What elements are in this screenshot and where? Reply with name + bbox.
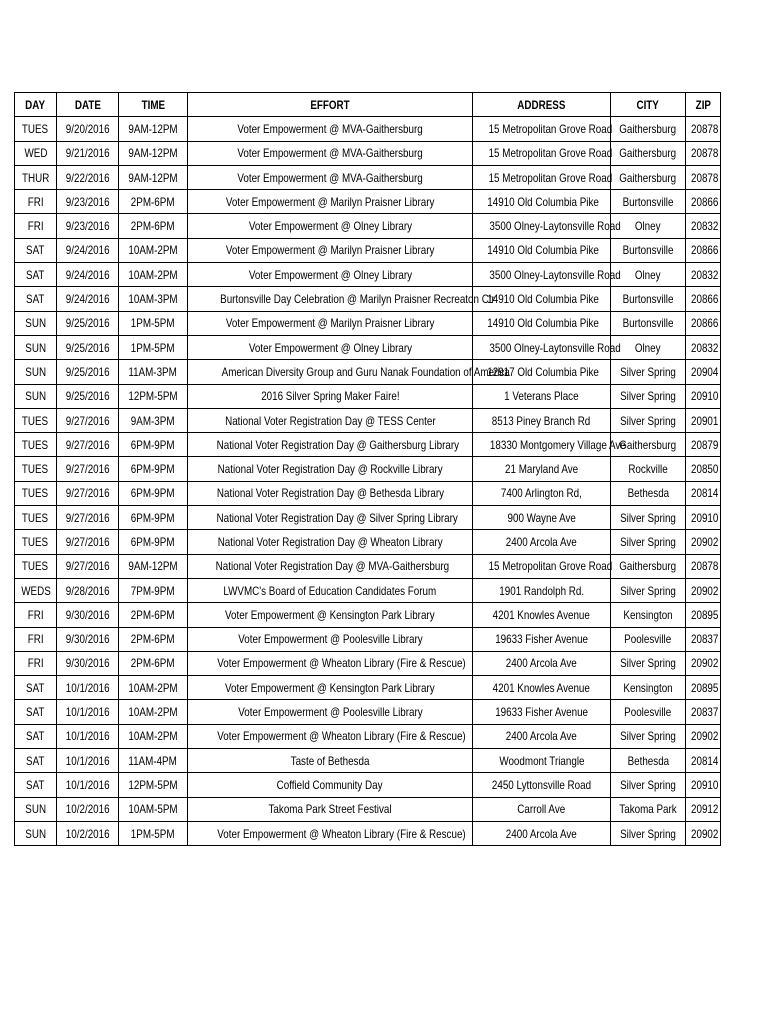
time-cell: 2PM-6PM [119,190,188,214]
address-cell: 21 Maryland Ave [473,457,611,481]
effort-cell: Voter Empowerment @ Marilyn Praisner Library [188,311,473,335]
table-row [15,408,721,432]
table-row [15,287,721,311]
table-row [15,141,721,165]
address-cell: Woodmont Triangle [473,749,611,773]
header-time: TIME [119,93,188,117]
city-cell: Silver Spring [611,724,686,748]
time-cell: 2PM-6PM [119,651,188,675]
time-cell: 2PM-6PM [119,627,188,651]
date-cell: 9/25/2016 [57,360,119,384]
effort-cell: Voter Empowerment @ Wheaton Library (Fire & Rescue) [188,821,473,845]
time-cell: 6PM-9PM [119,530,188,554]
address-cell: Carroll Ave [473,797,611,821]
address-cell: 19633 Fisher Avenue [473,627,611,651]
table-row [15,627,721,651]
day-cell: SUN [15,384,57,408]
address-cell: 4201 Knowles Avenue [473,676,611,700]
address-cell: 14910 Old Columbia Pike [473,238,611,262]
header-address: ADDRESS [473,93,611,117]
time-cell: 9AM-12PM [119,554,188,578]
date-cell: 9/21/2016 [57,141,119,165]
day-cell: SUN [15,335,57,359]
address-cell: 19633 Fisher Avenue [473,700,611,724]
table-row [15,360,721,384]
date-cell: 9/22/2016 [57,165,119,189]
effort-cell: Voter Empowerment @ Marilyn Praisner Library [188,238,473,262]
zip-cell: 20832 [686,263,721,287]
day-cell: FRI [15,603,57,627]
city-cell: Gaithersburg [611,117,686,141]
city-cell: Bethesda [611,481,686,505]
date-cell: 9/24/2016 [57,263,119,287]
time-cell: 10AM-2PM [119,700,188,724]
city-cell: Kensington [611,603,686,627]
day-cell: THUR [15,165,57,189]
effort-cell: Voter Empowerment @ Olney Library [188,263,473,287]
table-row [15,165,721,189]
time-cell: 12PM-5PM [119,384,188,408]
table-row [15,554,721,578]
effort-cell: Voter Empowerment @ Olney Library [188,335,473,359]
date-cell: 10/1/2016 [57,700,119,724]
city-cell: Burtonsville [611,190,686,214]
address-cell: 2400 Arcola Ave [473,724,611,748]
day-cell: SAT [15,749,57,773]
address-cell: 7400 Arlington Rd, [473,481,611,505]
date-cell: 9/25/2016 [57,384,119,408]
date-cell: 9/23/2016 [57,190,119,214]
date-cell: 9/28/2016 [57,578,119,602]
date-cell: 9/27/2016 [57,457,119,481]
address-cell: 1 Veterans Place [473,384,611,408]
effort-cell: Voter Empowerment @ Kensington Park Library [188,603,473,627]
effort-cell: National Voter Registration Day @ Bethesda Library [188,481,473,505]
table-row [15,773,721,797]
time-cell: 10AM-2PM [119,676,188,700]
zip-cell: 20904 [686,360,721,384]
date-cell: 9/30/2016 [57,627,119,651]
city-cell: Poolesville [611,700,686,724]
address-cell: 2400 Arcola Ave [473,530,611,554]
city-cell: Olney [611,335,686,359]
zip-cell: 20895 [686,676,721,700]
city-cell: Kensington [611,676,686,700]
address-cell: 14910 Old Columbia Pike [473,190,611,214]
table-body [15,117,721,846]
day-cell: SUN [15,821,57,845]
day-cell: WED [15,141,57,165]
address-cell: 1901 Randolph Rd. [473,578,611,602]
time-cell: 10AM-5PM [119,797,188,821]
zip-cell: 20901 [686,408,721,432]
time-cell: 6PM-9PM [119,506,188,530]
zip-cell: 20832 [686,214,721,238]
effort-cell: National Voter Registration Day @ MVA-Gaithersburg [188,554,473,578]
date-cell: 10/1/2016 [57,676,119,700]
day-cell: SUN [15,797,57,821]
time-cell: 11AM-4PM [119,749,188,773]
date-cell: 9/20/2016 [57,117,119,141]
time-cell: 6PM-9PM [119,457,188,481]
zip-cell: 20902 [686,821,721,845]
city-cell: Silver Spring [611,651,686,675]
table-row [15,263,721,287]
effort-cell: American Diversity Group and Guru Nanak Foundation of America [188,360,473,384]
time-cell: 10AM-2PM [119,724,188,748]
day-cell: SUN [15,311,57,335]
table-row [15,530,721,554]
address-cell: 2400 Arcola Ave [473,821,611,845]
table-row [15,797,721,821]
header-city: CITY [611,93,686,117]
day-cell: FRI [15,627,57,651]
zip-cell: 20814 [686,481,721,505]
time-cell: 12PM-5PM [119,773,188,797]
date-cell: 9/24/2016 [57,287,119,311]
zip-cell: 20902 [686,530,721,554]
zip-cell: 20878 [686,165,721,189]
effort-cell: National Voter Registration Day @ Wheaton Library [188,530,473,554]
city-cell: Gaithersburg [611,433,686,457]
city-cell: Silver Spring [611,578,686,602]
time-cell: 1PM-5PM [119,821,188,845]
day-cell: TUES [15,457,57,481]
day-cell: SAT [15,773,57,797]
zip-cell: 20912 [686,797,721,821]
zip-cell: 20866 [686,190,721,214]
day-cell: SAT [15,238,57,262]
day-cell: TUES [15,408,57,432]
effort-cell: LWVMC's Board of Education Candidates Forum [188,578,473,602]
header-date: DATE [57,93,119,117]
day-cell: FRI [15,214,57,238]
zip-cell: 20850 [686,457,721,481]
effort-cell: Voter Empowerment @ Wheaton Library (Fire & Rescue) [188,724,473,748]
time-cell: 1PM-5PM [119,311,188,335]
time-cell: 10AM-2PM [119,263,188,287]
address-cell: 8513 Piney Branch Rd [473,408,611,432]
city-cell: Silver Spring [611,384,686,408]
day-cell: TUES [15,117,57,141]
address-cell: 15 Metropolitan Grove Road [473,141,611,165]
table-row [15,578,721,602]
effort-cell: Voter Empowerment @ Wheaton Library (Fire & Rescue) [188,651,473,675]
table-row [15,651,721,675]
date-cell: 9/27/2016 [57,481,119,505]
day-cell: SAT [15,287,57,311]
city-cell: Poolesville [611,627,686,651]
effort-cell: Voter Empowerment @ Marilyn Praisner Library [188,190,473,214]
address-cell: 3500 Olney-Laytonsville Road [473,335,611,359]
zip-cell: 20910 [686,384,721,408]
zip-cell: 20832 [686,335,721,359]
zip-cell: 20895 [686,603,721,627]
city-cell: Olney [611,214,686,238]
address-cell: 4201 Knowles Avenue [473,603,611,627]
city-cell: Silver Spring [611,506,686,530]
city-cell: Bethesda [611,749,686,773]
date-cell: 9/24/2016 [57,238,119,262]
table-row [15,384,721,408]
zip-cell: 20837 [686,627,721,651]
date-cell: 10/2/2016 [57,821,119,845]
effort-cell: 2016 Silver Spring Maker Faire! [188,384,473,408]
date-cell: 9/27/2016 [57,530,119,554]
day-cell: TUES [15,481,57,505]
address-cell: 3500 Olney-Laytonsville Road [473,214,611,238]
effort-cell: Takoma Park Street Festival [188,797,473,821]
date-cell: 10/2/2016 [57,797,119,821]
effort-cell: Voter Empowerment @ MVA-Gaithersburg [188,141,473,165]
address-cell: 2400 Arcola Ave [473,651,611,675]
address-cell: 12917 Old Columbia Pike [473,360,611,384]
address-cell: 900 Wayne Ave [473,506,611,530]
zip-cell: 20878 [686,554,721,578]
day-cell: SAT [15,676,57,700]
zip-cell: 20879 [686,433,721,457]
zip-cell: 20878 [686,117,721,141]
zip-cell: 20910 [686,773,721,797]
table-row [15,700,721,724]
day-cell: SUN [15,360,57,384]
day-cell: SAT [15,724,57,748]
day-cell: FRI [15,651,57,675]
address-cell: 15 Metropolitan Grove Road [473,554,611,578]
effort-cell: National Voter Registration Day @ Rockville Library [188,457,473,481]
table-row [15,481,721,505]
city-cell: Burtonsville [611,311,686,335]
table-header-row [15,93,721,117]
table-row [15,506,721,530]
table-row [15,190,721,214]
time-cell: 10AM-3PM [119,287,188,311]
effort-cell: Voter Empowerment @ MVA-Gaithersburg [188,117,473,141]
city-cell: Silver Spring [611,408,686,432]
effort-cell: Voter Empowerment @ Poolesville Library [188,700,473,724]
table-row [15,311,721,335]
table-row [15,214,721,238]
city-cell: Silver Spring [611,773,686,797]
city-cell: Burtonsville [611,238,686,262]
day-cell: TUES [15,554,57,578]
zip-cell: 20866 [686,287,721,311]
table-row [15,433,721,457]
time-cell: 2PM-6PM [119,214,188,238]
city-cell: Takoma Park [611,797,686,821]
date-cell: 9/23/2016 [57,214,119,238]
day-cell: SAT [15,263,57,287]
time-cell: 2PM-6PM [119,603,188,627]
date-cell: 9/27/2016 [57,433,119,457]
header-effort: EFFORT [188,93,473,117]
day-cell: TUES [15,433,57,457]
address-cell: 14910 Old Columbia Pike [473,287,611,311]
zip-cell: 20814 [686,749,721,773]
effort-cell: Voter Empowerment @ MVA-Gaithersburg [188,165,473,189]
date-cell: 9/30/2016 [57,603,119,627]
date-cell: 9/27/2016 [57,554,119,578]
city-cell: Rockville [611,457,686,481]
effort-cell: Voter Empowerment @ Poolesville Library [188,627,473,651]
effort-cell: Coffield Community Day [188,773,473,797]
address-cell: 15 Metropolitan Grove Road [473,117,611,141]
city-cell: Olney [611,263,686,287]
effort-cell: National Voter Registration Day @ Silver Spring Library [188,506,473,530]
time-cell: 9AM-12PM [119,165,188,189]
table-row [15,603,721,627]
city-cell: Silver Spring [611,530,686,554]
city-cell: Silver Spring [611,360,686,384]
address-cell: 18330 Montgomery Village Ave [473,433,611,457]
time-cell: 6PM-9PM [119,481,188,505]
time-cell: 11AM-3PM [119,360,188,384]
zip-cell: 20837 [686,700,721,724]
zip-cell: 20902 [686,578,721,602]
time-cell: 9AM-12PM [119,141,188,165]
header-zip: ZIP [686,93,721,117]
city-cell: Gaithersburg [611,141,686,165]
city-cell: Gaithersburg [611,554,686,578]
date-cell: 9/27/2016 [57,408,119,432]
time-cell: 9AM-3PM [119,408,188,432]
address-cell: 2450 Lyttonsville Road [473,773,611,797]
time-cell: 1PM-5PM [119,335,188,359]
effort-cell: Voter Empowerment @ Olney Library [188,214,473,238]
zip-cell: 20866 [686,238,721,262]
zip-cell: 20866 [686,311,721,335]
address-cell: 3500 Olney-Laytonsville Road [473,263,611,287]
time-cell: 6PM-9PM [119,433,188,457]
effort-cell: Voter Empowerment @ Kensington Park Library [188,676,473,700]
day-cell: SAT [15,700,57,724]
date-cell: 9/27/2016 [57,506,119,530]
event-schedule-table [14,92,721,846]
table-row [15,821,721,845]
date-cell: 10/1/2016 [57,773,119,797]
day-cell: WEDS [15,578,57,602]
effort-cell: Burtonsville Day Celebration @ Marilyn Praisner Recreaton Ctr [188,287,473,311]
time-cell: 10AM-2PM [119,238,188,262]
table-row [15,335,721,359]
time-cell: 9AM-12PM [119,117,188,141]
zip-cell: 20910 [686,506,721,530]
city-cell: Gaithersburg [611,165,686,189]
zip-cell: 20902 [686,724,721,748]
date-cell: 9/25/2016 [57,335,119,359]
day-cell: TUES [15,506,57,530]
effort-cell: Taste of Bethesda [188,749,473,773]
address-cell: 15 Metropolitan Grove Road [473,165,611,189]
table-row [15,457,721,481]
zip-cell: 20878 [686,141,721,165]
city-cell: Burtonsville [611,287,686,311]
table-row [15,724,721,748]
table-row [15,676,721,700]
day-cell: FRI [15,190,57,214]
table-row [15,749,721,773]
date-cell: 9/30/2016 [57,651,119,675]
time-cell: 7PM-9PM [119,578,188,602]
city-cell: Silver Spring [611,821,686,845]
effort-cell: National Voter Registration Day @ TESS Center [188,408,473,432]
date-cell: 9/25/2016 [57,311,119,335]
day-cell: TUES [15,530,57,554]
zip-cell: 20902 [686,651,721,675]
table-row [15,238,721,262]
table-row [15,117,721,141]
date-cell: 10/1/2016 [57,749,119,773]
address-cell: 14910 Old Columbia Pike [473,311,611,335]
date-cell: 10/1/2016 [57,724,119,748]
header-day: DAY [15,93,57,117]
effort-cell: National Voter Registration Day @ Gaithersburg Library [188,433,473,457]
